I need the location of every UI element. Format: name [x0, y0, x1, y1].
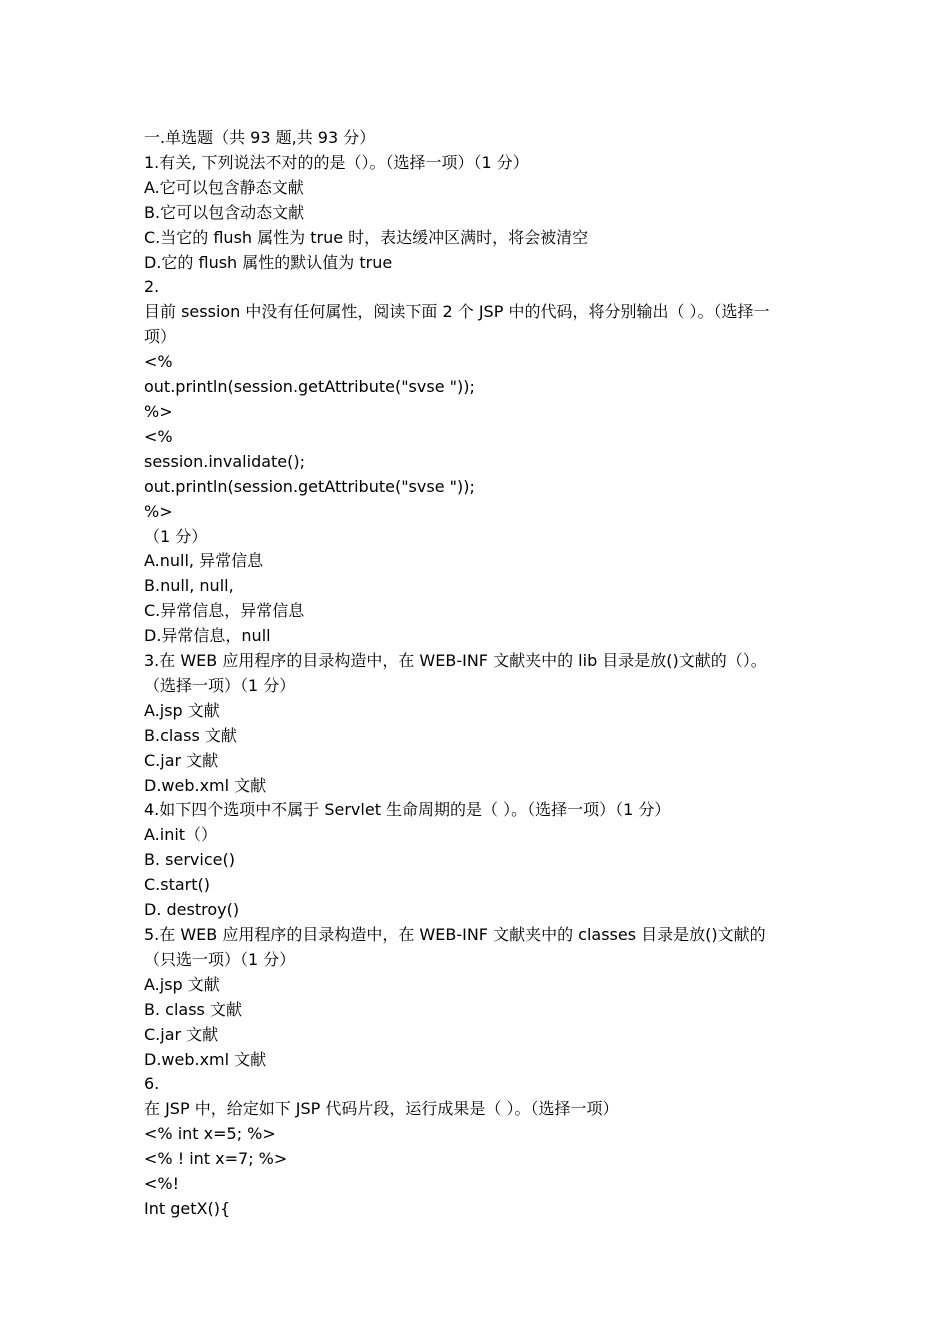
question-2-code-line: out.println(session.getAttribute("svse ")); — [144, 476, 475, 496]
question-1-option-d: D.它的 flush 属性的默认值为 true — [144, 252, 393, 272]
question-2-code-line: out.println(session.getAttribute("svse ")); — [144, 377, 475, 397]
question-6-code-line: Int getX(){ — [144, 1198, 231, 1218]
document-page — [144, 126, 812, 1222]
question-5-option-d: D.web.xml 文献 — [144, 1049, 267, 1069]
question-2-code-line: <% — [144, 426, 173, 446]
question-1-option-b: B.它可以包含动态文献 — [144, 202, 305, 222]
question-2-option-c: C.异常信息，异常信息 — [144, 601, 305, 621]
question-3: 3.在 WEB 应用程序的目录构造中，在 WEB-INF 文献夹中的 lib 目录是放()文献的（）。 — [144, 651, 767, 671]
question-4-option-d: D. destroy() — [144, 900, 240, 920]
question-2-code-line: <% — [144, 352, 173, 372]
section-heading: 一.单选题（共 93 题,共 93 分） — [144, 128, 376, 147]
question-5-option-c: C.jar 文献 — [144, 1024, 219, 1044]
question-2-option-a: A.null, 异常信息 — [144, 551, 264, 571]
question-2-option-b: B.null, null, — [144, 576, 234, 596]
question-2-text: 目前 session 中没有任何属性，阅读下面 2 个 JSP 中的代码，将分别输出（ ）。（选择一 — [144, 302, 770, 322]
question-4: 4.如下四个选项中不属于 Servlet 生命周期的是（ ）。（选择一项）（1 分） — [144, 800, 671, 820]
question-5-option-b: B. class 文献 — [144, 999, 242, 1019]
question-1: 1.有关, 下列说法不对的的是（）。（选择一项）（1 分） — [144, 152, 529, 172]
question-2-code-line: %> — [144, 501, 173, 521]
question-6-text: 在 JSP 中，给定如下 JSP 代码片段，运行成果是（ ）。（选择一项） — [144, 1099, 619, 1119]
question-6-code-line: <% int x=5; %> — [144, 1124, 276, 1144]
question-3-option-a: A.jsp 文献 — [144, 700, 220, 720]
question-3-option-b: B.class 文献 — [144, 725, 237, 745]
question-4-option-c: C.start() — [144, 875, 211, 895]
question-5-option-a: A.jsp 文献 — [144, 974, 220, 994]
question-2-code-line: %> — [144, 401, 173, 421]
question-4-option-a: A.init（） — [144, 825, 218, 845]
question-1-option-a: A.它可以包含静态文献 — [144, 177, 304, 197]
question-3-option-c: C.jar 文献 — [144, 750, 219, 770]
question-3-option-d: D.web.xml 文献 — [144, 775, 267, 795]
question-6-code-line: <% ! int x=7; %> — [144, 1149, 288, 1169]
question-2-number: 2. — [144, 277, 160, 297]
question-3-cont: （选择一项）（1 分） — [144, 675, 296, 695]
question-6-number: 6. — [144, 1074, 160, 1094]
question-5-cont: （只选一项）（1 分） — [144, 949, 296, 969]
question-2-text-cont: 项） — [144, 327, 177, 347]
question-5: 5.在 WEB 应用程序的目录构造中，在 WEB-INF 文献夹中的 classes 目录是放()文献的 — [144, 925, 766, 944]
question-2-code-line: session.invalidate(); — [144, 451, 306, 471]
question-4-option-b: B. service() — [144, 850, 235, 870]
question-2-score: （1 分） — [144, 526, 208, 546]
question-6-code-line: <%! — [144, 1174, 180, 1194]
question-2-option-d: D.异常信息，null — [144, 626, 271, 646]
question-1-option-c: C.当它的 flush 属性为 true 时，表达缓冲区满时，将会被清空 — [144, 227, 589, 247]
